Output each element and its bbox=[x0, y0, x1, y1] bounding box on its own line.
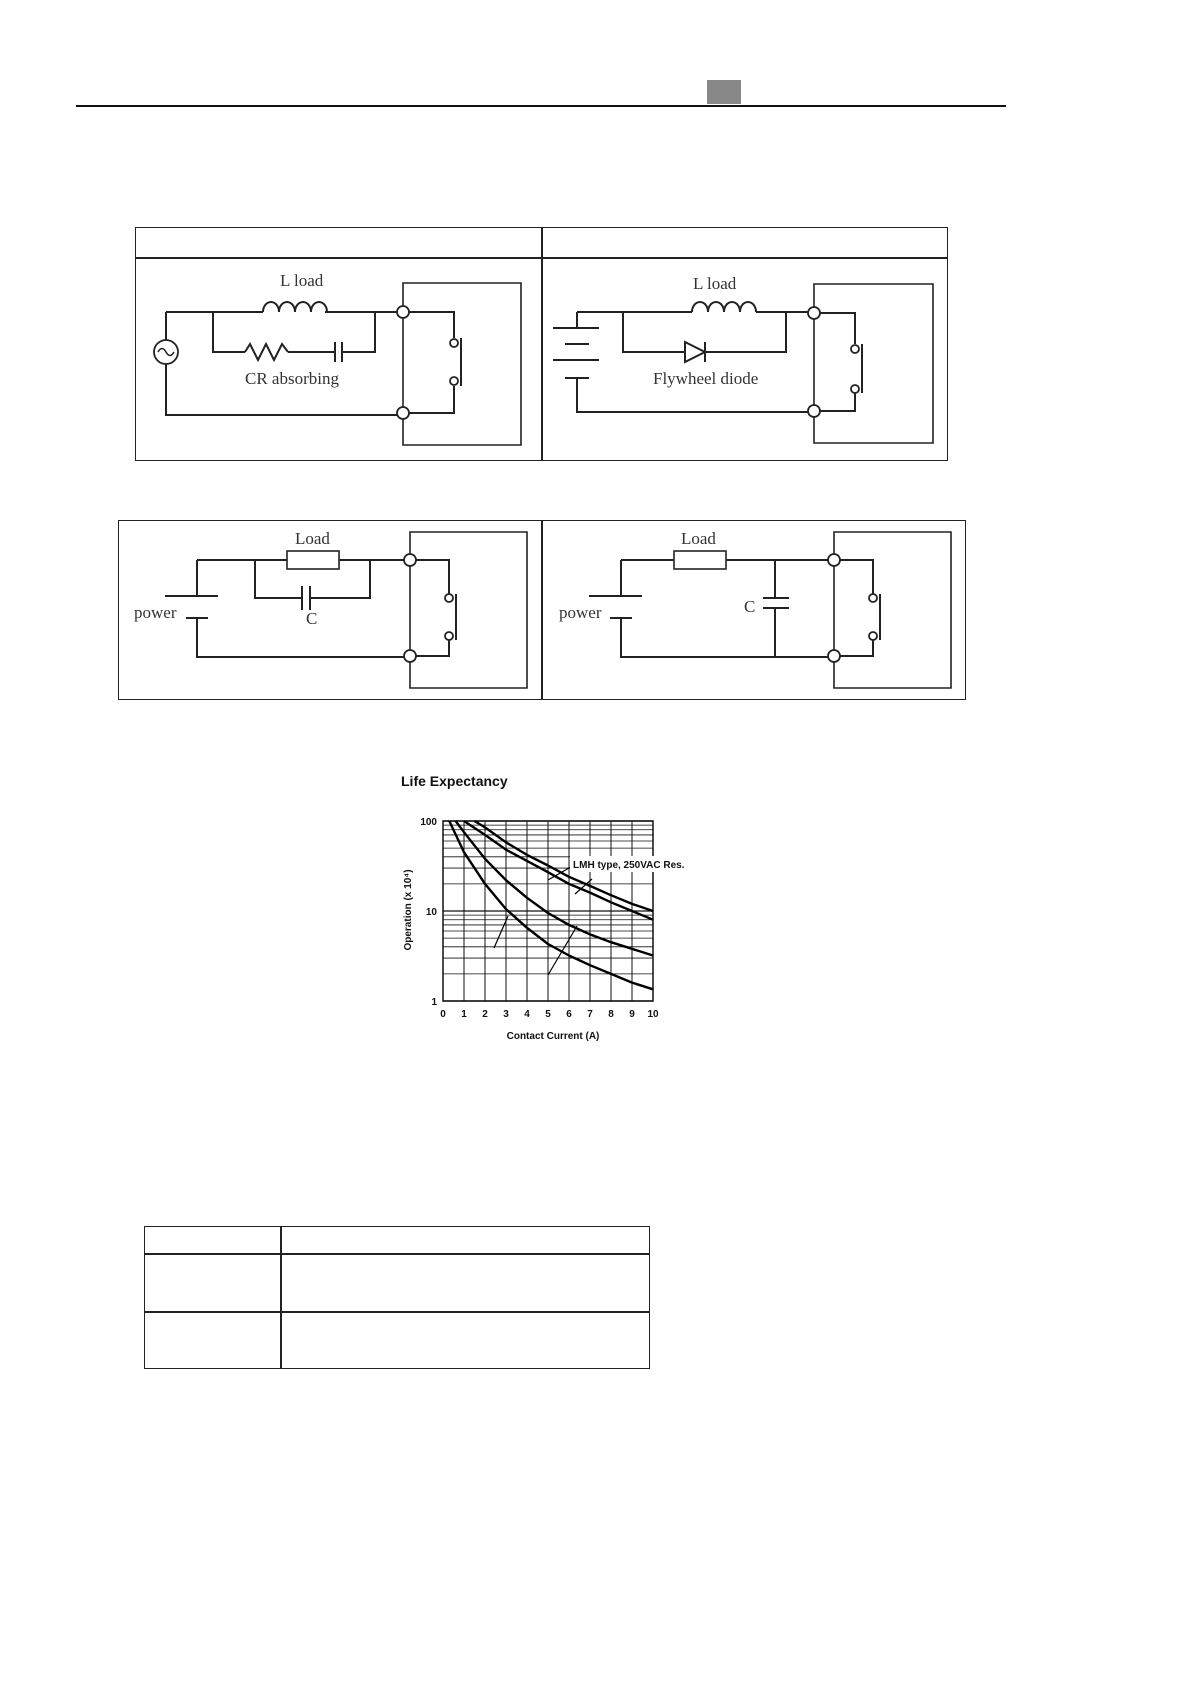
cap-across-contact-circuit bbox=[545, 522, 965, 697]
cap-label-2: C bbox=[744, 597, 756, 616]
life-expectancy-chart bbox=[390, 768, 710, 1048]
cr-absorbing-label: CR absorbing bbox=[245, 369, 339, 388]
load-label: Load bbox=[295, 529, 330, 548]
header-rule bbox=[76, 105, 1006, 107]
x-tick-label: 0 bbox=[440, 1009, 446, 1020]
flywheel-diode-label: Flywheel diode bbox=[653, 369, 759, 388]
y-tick-label: 10 bbox=[425, 907, 437, 918]
flywheel-diode-circuit bbox=[545, 260, 945, 460]
x-tick-label: 8 bbox=[608, 1009, 614, 1020]
cap-label: C bbox=[306, 609, 318, 628]
x-tick-label: 2 bbox=[482, 1009, 488, 1020]
info-table-col-divider bbox=[280, 1227, 282, 1368]
table-column-divider-2 bbox=[541, 521, 543, 699]
series-line-4 bbox=[449, 821, 653, 989]
chart-annotation: LMH type, 250VAC Res. bbox=[573, 860, 685, 871]
y-tick-label: 100 bbox=[420, 817, 437, 828]
x-tick-label: 3 bbox=[503, 1009, 509, 1020]
cr-absorber-circuit bbox=[140, 260, 540, 460]
power-label: power bbox=[134, 603, 177, 622]
y-tick-label: 1 bbox=[431, 997, 437, 1008]
x-tick-label: 9 bbox=[629, 1009, 635, 1020]
chart-ticks bbox=[420, 817, 659, 1020]
x-tick-label: 6 bbox=[566, 1009, 572, 1020]
load-label-2: Load bbox=[681, 529, 716, 548]
header-tab bbox=[707, 80, 741, 104]
chart-curves bbox=[449, 821, 653, 989]
info-table-row-line-1 bbox=[145, 1253, 649, 1255]
x-tick-label: 10 bbox=[647, 1009, 659, 1020]
x-tick-label: 1 bbox=[461, 1009, 467, 1020]
load-parallel-cap-circuit bbox=[120, 522, 540, 697]
power-label-2: power bbox=[559, 603, 602, 622]
info-table bbox=[144, 1226, 650, 1369]
l-load-label-2: L load bbox=[693, 274, 737, 293]
annotation-leader bbox=[548, 926, 577, 975]
x-tick-label: 5 bbox=[545, 1009, 551, 1020]
info-table-row-line-2 bbox=[145, 1311, 649, 1313]
chart-ylabel: Operation (x 10⁴) bbox=[403, 869, 414, 951]
l-load-label: L load bbox=[280, 271, 324, 290]
chart-xlabel: Contact Current (A) bbox=[506, 1031, 600, 1042]
x-tick-label: 4 bbox=[524, 1009, 530, 1020]
chart-title: Life Expectancy bbox=[401, 773, 508, 789]
table-column-divider bbox=[541, 228, 543, 460]
x-tick-label: 7 bbox=[587, 1009, 593, 1020]
